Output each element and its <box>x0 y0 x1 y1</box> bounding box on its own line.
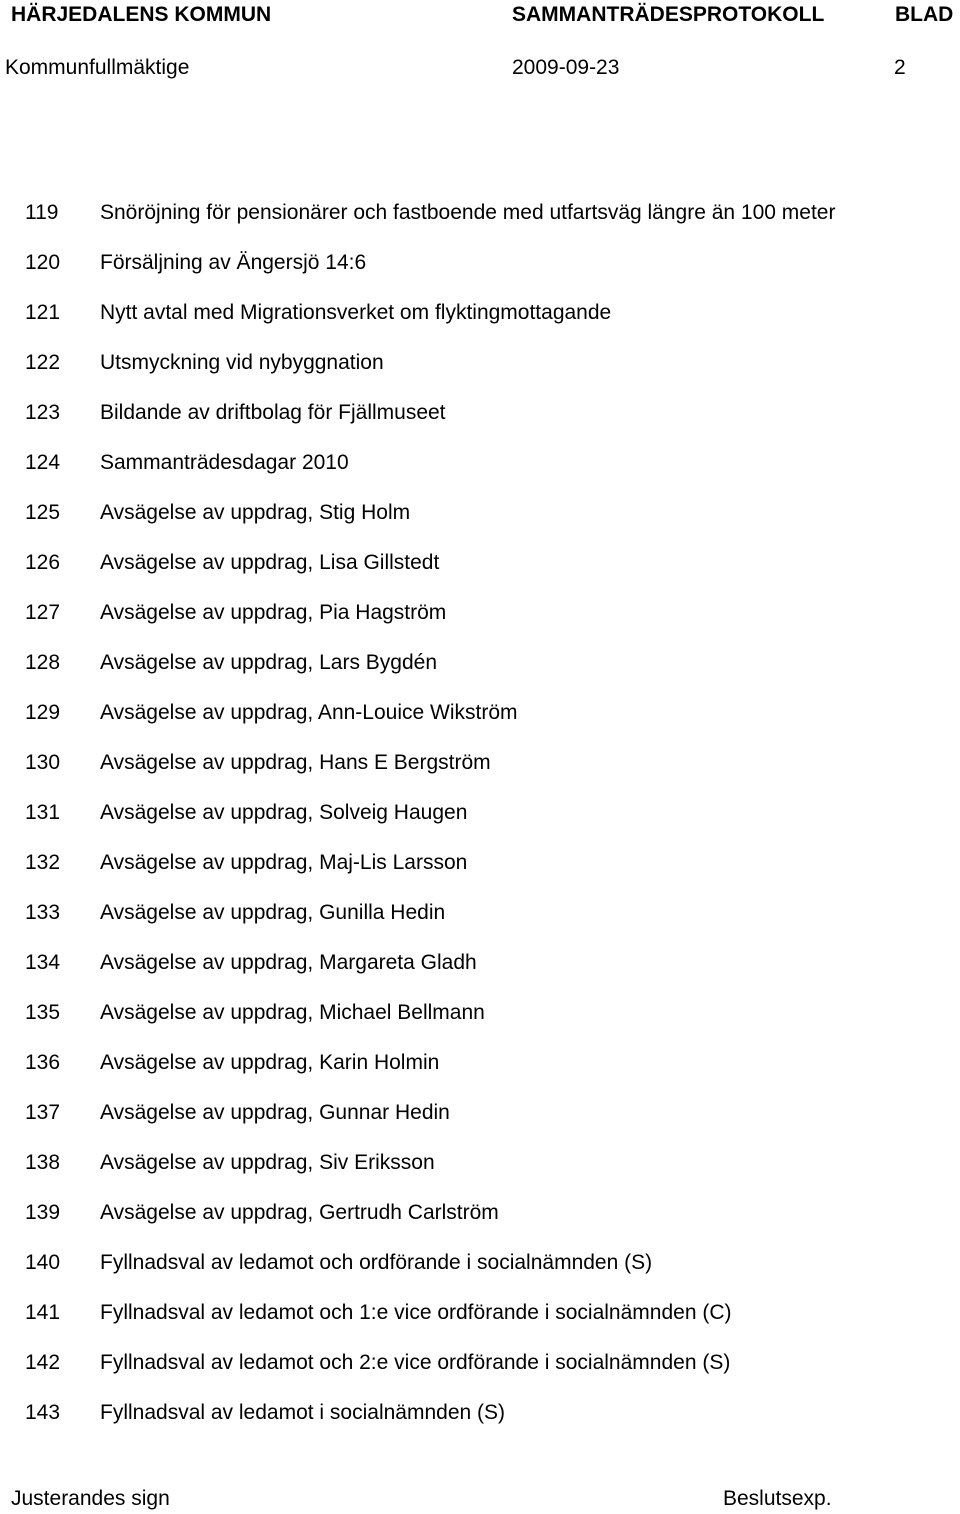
item-title: Avsägelse av uppdrag, Lisa Gillstedt <box>100 551 440 574</box>
item-number: 134 <box>25 951 61 974</box>
item-number: 130 <box>25 751 61 774</box>
item-title: Avsägelse av uppdrag, Stig Holm <box>100 501 411 524</box>
meeting-date: 2009-09-23 <box>512 56 620 79</box>
item-number: 122 <box>25 351 61 374</box>
list-item <box>0 1388 960 1438</box>
list-item <box>0 1188 960 1238</box>
item-number: 139 <box>25 1201 61 1224</box>
item-title: Snöröjning för pensionärer och fastboende med utfartsväg längre än 100 meter <box>100 201 836 224</box>
agenda-list <box>0 188 960 1438</box>
item-title: Avsägelse av uppdrag, Siv Eriksson <box>100 1151 435 1174</box>
municipality-name: HÄRJEDALENS KOMMUN <box>11 3 272 26</box>
page-number: 2 <box>894 56 906 79</box>
item-title: Avsägelse av uppdrag, Karin Holmin <box>100 1051 440 1074</box>
header-row-top <box>0 2 960 32</box>
item-number: 137 <box>25 1101 61 1124</box>
list-item <box>0 488 960 538</box>
item-title: Avsägelse av uppdrag, Pia Hagström <box>100 601 447 624</box>
list-item <box>0 288 960 338</box>
list-item <box>0 388 960 438</box>
item-title: Fyllnadsval av ledamot i socialnämnden (S) <box>100 1401 506 1424</box>
item-number: 141 <box>25 1301 61 1324</box>
item-number: 124 <box>25 451 61 474</box>
list-item <box>0 238 960 288</box>
item-number: 126 <box>25 551 61 574</box>
list-item <box>0 988 960 1038</box>
list-item <box>0 1138 960 1188</box>
item-title: Fyllnadsval av ledamot och 2:e vice ordförande i socialnämnden (S) <box>100 1351 731 1374</box>
item-title: Sammanträdesdagar 2010 <box>100 451 349 474</box>
decision-dispatch-label: Beslutsexp. <box>723 1487 832 1510</box>
item-number: 128 <box>25 651 61 674</box>
item-number: 135 <box>25 1001 61 1024</box>
document-type: SAMMANTRÄDESPROTOKOLL <box>512 3 825 26</box>
list-item <box>0 788 960 838</box>
item-number: 132 <box>25 851 61 874</box>
header-row-bottom <box>0 55 960 85</box>
item-number: 142 <box>25 1351 61 1374</box>
item-title: Utsmyckning vid nybyggnation <box>100 351 384 374</box>
item-title: Avsägelse av uppdrag, Gunnar Hedin <box>100 1101 450 1124</box>
item-number: 121 <box>25 301 61 324</box>
list-item <box>0 588 960 638</box>
item-number: 120 <box>25 251 61 274</box>
item-title: Nytt avtal med Migrationsverket om flyktingmottagande <box>100 301 612 324</box>
item-title: Avsägelse av uppdrag, Ann-Louice Wikström <box>100 701 518 724</box>
item-title: Avsägelse av uppdrag, Solveig Haugen <box>100 801 468 824</box>
item-title: Avsägelse av uppdrag, Gunilla Hedin <box>100 901 446 924</box>
council-name: Kommunfullmäktige <box>5 56 190 79</box>
list-item <box>0 438 960 488</box>
list-item <box>0 688 960 738</box>
item-number: 138 <box>25 1151 61 1174</box>
item-number: 136 <box>25 1051 61 1074</box>
item-number: 123 <box>25 401 61 424</box>
item-title: Avsägelse av uppdrag, Gertrudh Carlström <box>100 1201 499 1224</box>
list-item <box>0 938 960 988</box>
list-item <box>0 1338 960 1388</box>
item-number: 125 <box>25 501 61 524</box>
list-item <box>0 888 960 938</box>
item-number: 143 <box>25 1401 61 1424</box>
item-title: Avsägelse av uppdrag, Margareta Gladh <box>100 951 477 974</box>
item-title: Fyllnadsval av ledamot och 1:e vice ordförande i socialnämnden (C) <box>100 1301 732 1324</box>
list-item <box>0 738 960 788</box>
item-number: 119 <box>25 201 59 224</box>
document-header <box>0 0 960 90</box>
list-item <box>0 1238 960 1288</box>
list-item <box>0 188 960 238</box>
item-number: 127 <box>25 601 61 624</box>
item-title: Fyllnadsval av ledamot och ordförande i socialnämnden (S) <box>100 1251 653 1274</box>
item-number: 131 <box>25 801 61 824</box>
item-title: Avsägelse av uppdrag, Lars Bygdén <box>100 651 438 674</box>
list-item <box>0 538 960 588</box>
blad-label: BLAD <box>895 3 954 26</box>
signature-label: Justerandes sign <box>11 1487 170 1510</box>
item-title: Försäljning av Ängersjö 14:6 <box>100 251 367 274</box>
list-item <box>0 1038 960 1088</box>
document-footer <box>0 1484 960 1514</box>
list-item <box>0 638 960 688</box>
item-title: Avsägelse av uppdrag, Michael Bellmann <box>100 1001 485 1024</box>
list-item <box>0 1088 960 1138</box>
item-number: 133 <box>25 901 61 924</box>
item-title: Bildande av driftbolag för Fjällmuseet <box>100 401 446 424</box>
item-title: Avsägelse av uppdrag, Maj-Lis Larsson <box>100 851 468 874</box>
item-title: Avsägelse av uppdrag, Hans E Bergström <box>100 751 491 774</box>
item-number: 129 <box>25 701 61 724</box>
list-item <box>0 1288 960 1338</box>
list-item <box>0 338 960 388</box>
item-number: 140 <box>25 1251 61 1274</box>
list-item <box>0 838 960 888</box>
